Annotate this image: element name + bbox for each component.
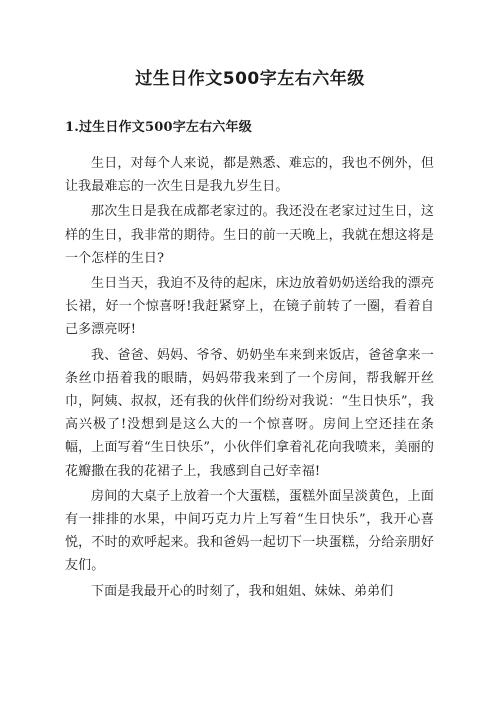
paragraph-6: 下面是我最开心的时刻了，我和姐姐、妹妹、弟弟们 — [91, 583, 394, 599]
document-title: 过生日作文500字左右六年级 — [135, 69, 365, 89]
section-heading: 1.过生日作文500字左右六年级 — [65, 120, 252, 135]
paragraph-1: 生日，对每个人来说，都是熟悉、难忘的，我也不例外，但让我最难忘的一次生日是我九岁生日。 — [65, 156, 434, 195]
document-body — [65, 152, 434, 605]
paragraph-2: 那次生日是我在成都老家过的。我还没在老家过过生日，这样的生日，我非常的期待。生日的前一天晚上，我就在想这将是一个怎样的生日? — [65, 204, 434, 266]
paragraph-4: 我、爸爸、妈妈、爷爷、奶奶坐车来到来饭店，爸爸拿来一条丝巾捂着我的眼睛，妈妈带我来到了一个房间，帮我解开丝巾，阿姨、叔叔，还有我的伙伴们纷纷对我说：“生日快乐”，我高兴极了!没想到是这么大的一个惊喜呀。房间上空还挂在条幅，上面写着“生日快乐”，小伙伴们拿着礼花向我喷来，美丽的花瓣撒在我的花裙子上，我感到自己好幸福! — [65, 347, 434, 479]
paragraph-5: 房间的大桌子上放着一个大蛋糕，蛋糕外面呈淡黄色，上面有一排排的水果，中间巧克力片上写着“生日快乐”，我开心喜悦，不时的欢呼起来。我和爸妈一起切下一块蛋糕，分给亲朋好友们。 — [65, 488, 434, 574]
paragraph-3: 生日当天，我迫不及待的起床，床边放着奶奶送给我的漂亮长裙，好一个惊喜呀!我赶紧穿上，在镜子前转了一圈，看着自己多漂亮呀! — [65, 276, 434, 338]
